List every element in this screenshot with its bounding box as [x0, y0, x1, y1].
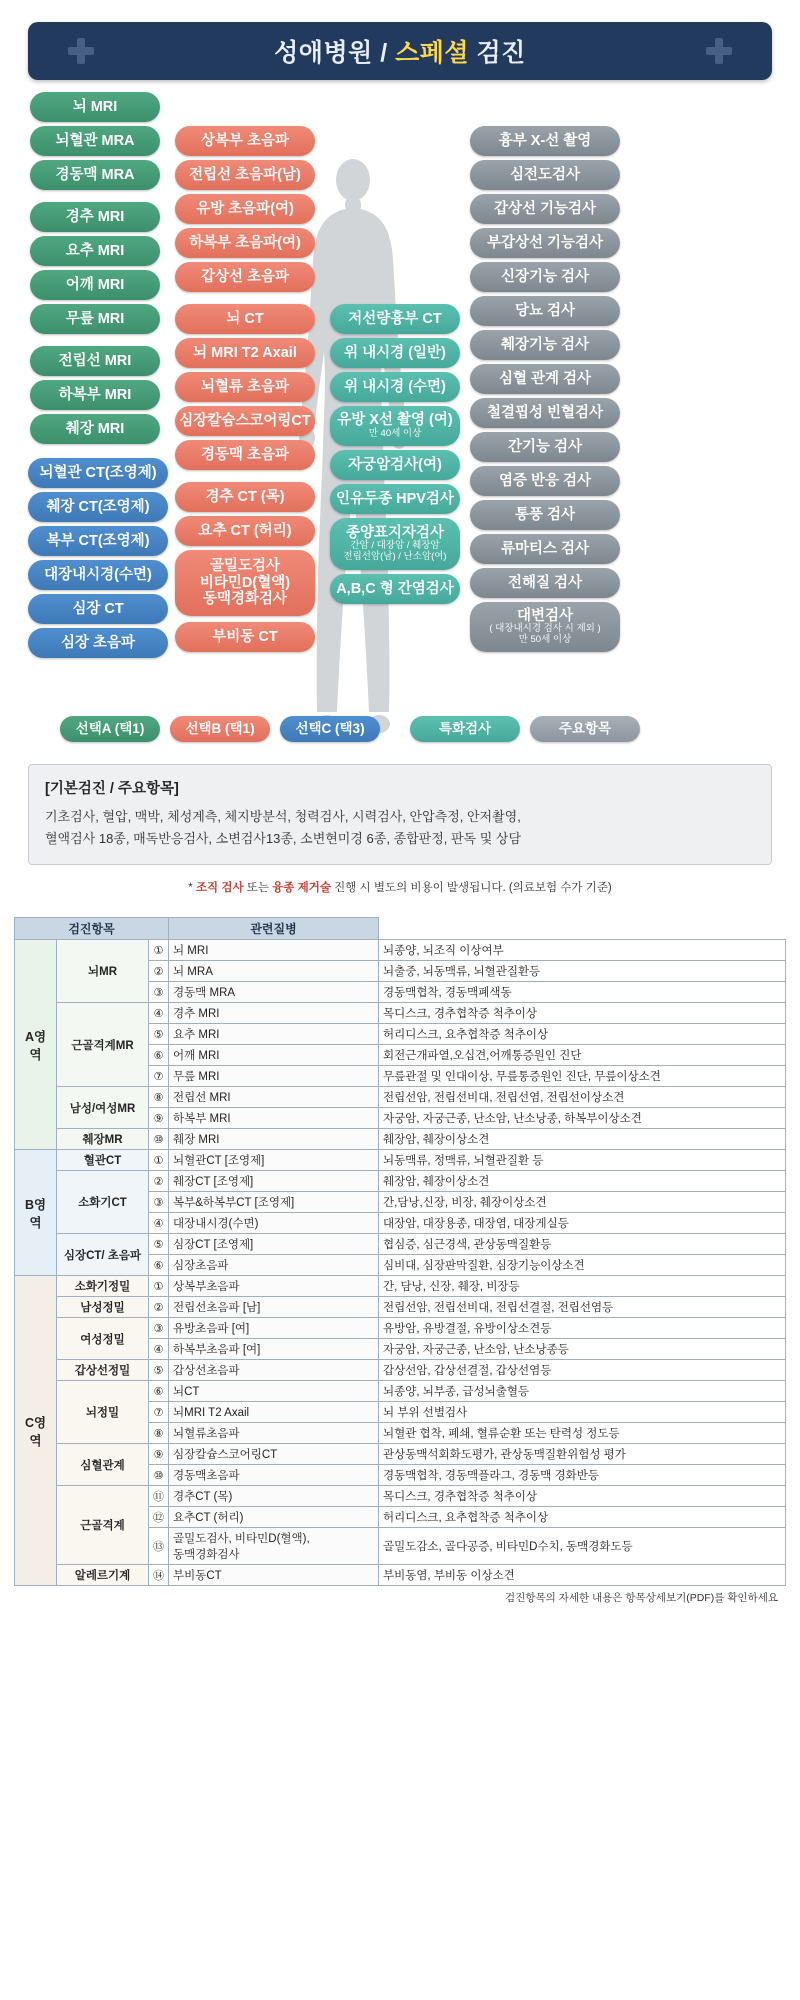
table-cell-group: 소화기CT [57, 1171, 149, 1234]
table-cell-item: 췌장 MRI [169, 1129, 379, 1150]
table-cell-item: 뇌혈관CT [조영제] [169, 1150, 379, 1171]
table-cell-disease: 전립선암, 전립선비대, 전립선결절, 전립선염등 [379, 1297, 786, 1318]
table-cell-area: C영역 [15, 1276, 57, 1586]
table-cell-disease: 허리디스크, 요추협착증 척추이상 [379, 1024, 786, 1045]
exam-pill[interactable] [175, 372, 315, 402]
exam-pill-label: 췌장 MRI [65, 420, 125, 437]
table-cell-number: ② [149, 1297, 169, 1318]
exam-pill[interactable] [30, 160, 160, 190]
legend-pill[interactable]: 선택C (택3) [280, 716, 380, 742]
exam-pill-label: 심장 CT [72, 600, 124, 617]
exam-pill-label: 췌장기능 검사 [500, 336, 590, 353]
table-row [15, 1150, 786, 1171]
table-cell-group: 췌장MR [57, 1129, 149, 1150]
exam-pill-label: 경동맥 초음파 [200, 446, 290, 463]
exam-pill[interactable] [470, 466, 620, 496]
table-row [15, 940, 786, 961]
exam-pill-label: 요추 CT (허리) [198, 522, 292, 539]
table-cell-disease: 관상동맥석회화도평가, 관상동맥질환위험성 평가 [379, 1444, 786, 1465]
hospital-name: 성애병원 [274, 39, 373, 67]
table-cell-item: 요추 MRI [169, 1024, 379, 1045]
exam-pill[interactable] [30, 270, 160, 300]
exam-pill-label: 상복부 초음파 [200, 132, 290, 149]
table-cell-number: ① [149, 940, 169, 961]
table-cell-disease: 뇌종양, 뇌조직 이상여부 [379, 940, 786, 961]
note-mid: 또는 [246, 882, 269, 895]
exam-pill-label: 심혈 관계 검사 [498, 370, 592, 387]
exam-pill-label: 요추 MRI [65, 242, 125, 259]
table-cell-disease: 췌장암, 췌장이상소견 [379, 1171, 786, 1192]
table-cell-number: ⑥ [149, 1255, 169, 1276]
exam-pill-label: 경추 CT (목) [205, 488, 285, 505]
exam-pill-label: 저선량흉부 CT [348, 310, 442, 327]
table-cell-item: 심장칼슘스코어링CT [169, 1444, 379, 1465]
table-cell-number: ⑤ [149, 1360, 169, 1381]
exam-pill[interactable] [470, 330, 620, 360]
exam-pill-label: 류마티스 검사 [500, 540, 590, 557]
exam-pill-label: 뇌혈관 CT(조영제) [39, 464, 157, 481]
table-cell-number: ⑧ [149, 1087, 169, 1108]
legend [30, 716, 770, 750]
table-cell-item: 유방초음파 [여] [169, 1318, 379, 1339]
exam-pill[interactable] [30, 92, 160, 122]
exam-pill[interactable] [30, 236, 160, 266]
exam-pill[interactable] [330, 574, 460, 604]
exam-pill-label: 간기능 검사 [507, 438, 583, 455]
title-special: 스페셜 [395, 39, 470, 67]
exam-pill-label: 유방 초음파(여) [196, 200, 294, 217]
table-cell-disease: 무릎관절 및 인대이상, 무릎통증원인 진단, 무릎이상소견 [379, 1066, 786, 1087]
exam-pill[interactable] [175, 516, 315, 546]
table-cell-area: B영역 [15, 1150, 57, 1276]
exam-pill-label: 심장 초음파 [60, 634, 136, 651]
exam-pill-label: 대변검사 ( 대장내시경 검사 시 제외 ) 만 50세 이상 [489, 607, 601, 646]
table-cell-group: 혈관CT [57, 1150, 149, 1171]
table-cell-group: 뇌MR [57, 940, 149, 1003]
table-cell-disease: 심비대, 심장판막질환, 심장기능이상소견 [379, 1255, 786, 1276]
exam-pill[interactable] [28, 560, 168, 590]
table-cell-disease: 간, 담낭, 신장, 췌장, 비장등 [379, 1276, 786, 1297]
exam-pill[interactable] [30, 346, 160, 376]
table-cell-number: ⑧ [149, 1423, 169, 1444]
medical-cross-icon [706, 38, 732, 64]
title-exam: 검진 [476, 39, 526, 67]
table-cell-number: ⑩ [149, 1465, 169, 1486]
table-cell-disease: 갑상선암, 갑상선결절, 갑상선염등 [379, 1360, 786, 1381]
table-cell-group: 알레르기계 [57, 1565, 149, 1586]
table-cell-item: 전립선초음파 [남] [169, 1297, 379, 1318]
table-cell-number: ⑦ [149, 1402, 169, 1423]
exam-pill[interactable] [30, 126, 160, 156]
table-cell-number: ⑥ [149, 1045, 169, 1066]
header-disease: 관련질병 [169, 918, 379, 940]
table-cell-item: 골밀도검사, 비타민D(혈액), 동맥경화검사 [169, 1528, 379, 1565]
exam-pill[interactable] [470, 534, 620, 564]
table-cell-group: 심혈관계 [57, 1444, 149, 1486]
exam-pill[interactable] [30, 202, 160, 232]
table-cell-disease: 경동맥협착, 경동맥폐색동 [379, 982, 786, 1003]
exam-pill[interactable] [470, 296, 620, 326]
header-item: 검진항목 [15, 918, 169, 940]
table-cell-number: ③ [149, 1192, 169, 1213]
table-cell-disease: 뇌동맥류, 정맥류, 뇌혈관질환 등 [379, 1150, 786, 1171]
table-cell-item: 뇌 MRI [169, 940, 379, 961]
exam-detail-table [14, 917, 786, 1586]
basic-exam-box [28, 764, 772, 865]
table-cell-item: 경추 MRI [169, 1003, 379, 1024]
exam-pill[interactable] [470, 364, 620, 394]
table-cell-item: 경추CT (목) [169, 1486, 379, 1507]
exam-pill[interactable] [470, 500, 620, 530]
exam-pill-label: 경동맥 MRA [55, 166, 135, 183]
exam-pill[interactable] [330, 484, 460, 514]
table-header-row [15, 918, 786, 940]
note-highlight-1: 조직 검사 [195, 882, 244, 895]
exam-pill-label: 심전도검사 [509, 166, 581, 183]
exam-pill-label: 갑상선 초음파 [200, 268, 290, 285]
note-rest: 진행 시 별도의 비용이 발생됩니다. (의료보험 수가 기준) [334, 882, 612, 895]
table-cell-number: ④ [149, 1213, 169, 1234]
exam-pill-label: 심장칼슘스코어링CT [179, 412, 311, 429]
exam-pill-label: 뇌 MRI T2 Axail [193, 344, 297, 361]
table-row [15, 1360, 786, 1381]
table-cell-item: 췌장CT [조영제] [169, 1171, 379, 1192]
table-cell-disease: 뇌종양, 뇌부종, 급성뇌출혈등 [379, 1381, 786, 1402]
exam-pill-label: 뇌혈류 초음파 [200, 378, 290, 395]
table-cell-group: 갑상선정밀 [57, 1360, 149, 1381]
medical-cross-icon [68, 38, 94, 64]
table-cell-group: 남성/여성MR [57, 1087, 149, 1129]
exam-pill-label: 전립선 초음파(남) [189, 166, 301, 183]
exam-pill-label: 하복부 MRI [58, 386, 132, 403]
table-cell-item: 심장초음파 [169, 1255, 379, 1276]
table-cell-number: ⑫ [149, 1507, 169, 1528]
exam-pill[interactable] [30, 304, 160, 334]
table-cell-number: ⑩ [149, 1129, 169, 1150]
table-cell-number: ⑨ [149, 1108, 169, 1129]
exam-pill[interactable] [175, 440, 315, 470]
exam-pill-label: 전립선 MRI [58, 352, 132, 369]
exam-pill-label: 부비동 CT [212, 628, 278, 645]
table-cell-disease: 회전근개파열,오십견,어깨통증원인 진단 [379, 1045, 786, 1066]
exam-pill-label: 염증 반응 검사 [498, 472, 592, 489]
table-cell-item: 경동맥 MRA [169, 982, 379, 1003]
extra-cost-note [28, 879, 772, 895]
table-cell-number: ② [149, 961, 169, 982]
exam-pill[interactable] [330, 338, 460, 368]
table-cell-group: 여성정밀 [57, 1318, 149, 1360]
exam-pill[interactable] [28, 492, 168, 522]
exam-pill[interactable] [330, 518, 460, 570]
table-cell-number: ③ [149, 1318, 169, 1339]
exam-pill-label: 위 내시경 (일반) [344, 344, 446, 361]
table-body [15, 940, 786, 1586]
table-cell-number: ① [149, 1150, 169, 1171]
page-root [0, 22, 800, 1631]
exam-pill[interactable] [470, 228, 620, 258]
exam-pill[interactable] [175, 160, 315, 190]
table-head [15, 918, 786, 940]
exam-pill[interactable] [175, 550, 315, 616]
table-cell-number: ④ [149, 1339, 169, 1360]
basic-exam-line-2: 혈액검사 18종, 매독반응검사, 소변검사13종, 소변현미경 6종, 종합판정, 판독 및 상담 [45, 831, 522, 847]
table-cell-group: 소화기정밀 [57, 1276, 149, 1297]
table-cell-number: ⑬ [149, 1528, 169, 1565]
table-cell-group: 뇌정밀 [57, 1381, 149, 1444]
note-highlight-2: 융종 제거술 [272, 882, 331, 895]
table-cell-disease: 자궁암, 자궁근종, 난소암, 난소낭종등 [379, 1339, 786, 1360]
exam-pill-label: 무릎 MRI [65, 310, 125, 327]
exam-pill[interactable] [470, 602, 620, 652]
exam-pill-label: 철결핍성 빈혈검사 [486, 404, 604, 421]
table-row [15, 1486, 786, 1507]
table-cell-disease: 골밀도감소, 골다공증, 비타민D수치, 동맥경화도등 [379, 1528, 786, 1565]
table-cell-disease: 협심증, 심근경색, 관상동맥질환등 [379, 1234, 786, 1255]
exam-pill[interactable] [175, 304, 315, 334]
table-cell-item: 전립선 MRI [169, 1087, 379, 1108]
table-cell-item: 부비동CT [169, 1565, 379, 1586]
table-cell-disease: 췌장암, 췌장이상소견 [379, 1129, 786, 1150]
exam-pill-label: 경추 MRI [65, 208, 125, 225]
exam-pill-label: 뇌 CT [226, 310, 264, 327]
exam-pill[interactable] [175, 262, 315, 292]
table-cell-group: 근골격계MR [57, 1003, 149, 1087]
table-row [15, 1297, 786, 1318]
exam-pill-label: A,B,C 형 간염검사 [336, 580, 454, 597]
exam-pill[interactable] [28, 628, 168, 658]
exam-pill[interactable] [330, 372, 460, 402]
table-cell-item: 뇌혈류초음파 [169, 1423, 379, 1444]
table-cell-number: ② [149, 1171, 169, 1192]
table-row [15, 1276, 786, 1297]
exam-pill-label: 인유두종 HPV검사 [336, 490, 454, 507]
page-header [28, 22, 772, 80]
exam-pill[interactable] [470, 160, 620, 190]
exam-pill[interactable] [470, 126, 620, 156]
table-cell-number: ③ [149, 982, 169, 1003]
exam-pill-label: 자궁암검사(여) [348, 456, 442, 473]
table-cell-number: ⑦ [149, 1066, 169, 1087]
exam-pill[interactable] [470, 432, 620, 462]
legend-pill[interactable]: 선택A (택1) [60, 716, 160, 742]
exam-pill-label: 통풍 검사 [514, 506, 576, 523]
table-cell-number: ⑥ [149, 1381, 169, 1402]
table-cell-item: 경동맥초음파 [169, 1465, 379, 1486]
exam-pill[interactable] [175, 622, 315, 652]
exam-pill-sublabel: 만 40세 이상 [368, 427, 422, 439]
table-cell-disease: 유방암, 유방결절, 유방이상소견등 [379, 1318, 786, 1339]
table-cell-number: ⑤ [149, 1024, 169, 1045]
legend-pill[interactable]: 특화검사 [410, 716, 520, 742]
table-cell-disease: 허리디스크, 요추협착증 척추이상 [379, 1507, 786, 1528]
exam-pill[interactable] [28, 526, 168, 556]
exam-pill-label: 뇌 MRI [72, 98, 118, 115]
table-row [15, 1565, 786, 1586]
table-row [15, 1381, 786, 1402]
exam-pill[interactable] [470, 568, 620, 598]
exam-pill[interactable] [175, 194, 315, 224]
table-cell-item: 하복부 MRI [169, 1108, 379, 1129]
exam-pill-label: 대장내시경(수면) [44, 566, 152, 583]
exam-pill-label: 췌장 CT(조영제) [46, 498, 150, 515]
table-cell-item: 어깨 MRI [169, 1045, 379, 1066]
table-cell-disease: 경동맥협착, 경동맥플라그, 경동맥 경화반등 [379, 1465, 786, 1486]
table-row [15, 1087, 786, 1108]
exam-pill-label: 골밀도검사 비타민D(혈액) 동맥경화검사 [199, 557, 291, 608]
exam-pill[interactable] [175, 482, 315, 512]
table-row [15, 1444, 786, 1465]
table-cell-disease: 뇌출중, 뇌동맥류, 뇌혈관질환등 [379, 961, 786, 982]
table-cell-disease: 목디스크, 경추협착증 척추이상 [379, 1003, 786, 1024]
table-cell-number: ① [149, 1276, 169, 1297]
table-cell-disease: 뇌혈관 협착, 폐쇄, 혈류순환 또는 탄력성 정도등 [379, 1423, 786, 1444]
table-cell-item: 무릎 MRI [169, 1066, 379, 1087]
table-footnote: 검진항목의 자세한 내용은 항목상세보기(PDF)를 확인하세요 [505, 1592, 778, 1605]
exam-pill-label: 신장기능 검사 [500, 268, 590, 285]
exam-pill[interactable] [28, 458, 168, 488]
exam-pill[interactable] [470, 262, 620, 292]
table-cell-number: ④ [149, 1003, 169, 1024]
table-cell-disease: 부비동염, 부비동 이상소견 [379, 1565, 786, 1586]
basic-exam-line-1: 기초검사, 혈압, 맥박, 체성계측, 체지방분석, 청력검사, 시력검사, 안압측정, 안저촬영, [45, 809, 521, 824]
table-row [15, 1318, 786, 1339]
table-cell-area: A영역 [15, 940, 57, 1150]
legend-pill[interactable]: 주요항목 [530, 716, 640, 742]
exam-pill-label: 종양표지자검사 간암 / 대장암 / 췌장암 전립선암(남) / 난소암(여) [343, 524, 447, 563]
legend-pill[interactable]: 선택B (택1) [170, 716, 270, 742]
title-separator: / [380, 39, 388, 67]
exam-pill-sublabel: 간암 / 대장암 / 췌장암 전립선암(남) / 난소암(여) [343, 540, 447, 563]
exam-pill-label: 당뇨 검사 [514, 302, 576, 319]
table-row [15, 1171, 786, 1192]
exam-pill-label: 위 내시경 (수면) [344, 378, 446, 395]
exam-pill[interactable] [30, 380, 160, 410]
table-cell-disease: 대장암, 대장용종, 대장염, 대장게실등 [379, 1213, 786, 1234]
table-row [15, 1129, 786, 1150]
table-cell-number: ⑤ [149, 1234, 169, 1255]
table-cell-item: 복부&하복부CT [조영제] [169, 1192, 379, 1213]
table-cell-item: 대장내시경(수면) [169, 1213, 379, 1234]
exam-pill[interactable] [28, 594, 168, 624]
exam-pill[interactable] [470, 194, 620, 224]
exam-pill-label: 복부 CT(조영제) [46, 532, 150, 549]
table-cell-disease: 전립선암, 전립선비대, 전립선염, 전립선이상소견 [379, 1087, 786, 1108]
exam-pill[interactable] [175, 228, 315, 258]
table-cell-disease: 간,담낭,신장, 비장, 췌장이상소견 [379, 1192, 786, 1213]
exam-pill[interactable] [330, 304, 460, 334]
table-row [15, 1003, 786, 1024]
table-cell-group: 심장CT/ 초음파 [57, 1234, 149, 1276]
table-cell-item: 상복부초음파 [169, 1276, 379, 1297]
table-row [15, 1234, 786, 1255]
exam-pill-label: 부갑상선 기능검사 [486, 234, 604, 251]
table-cell-disease: 자궁암, 자궁근종, 난소암, 난소낭종, 하복부이상소견 [379, 1108, 786, 1129]
exam-pill-label: 갑상선 기능검사 [493, 200, 597, 217]
exam-pill[interactable] [30, 414, 160, 444]
table-cell-item: 하복부초음파 [여] [169, 1339, 379, 1360]
table-cell-group: 근골격계 [57, 1486, 149, 1565]
table-cell-item: 심장CT [조영제] [169, 1234, 379, 1255]
note-star: * [188, 882, 193, 895]
table-cell-disease: 목디스크, 경추협착증 척추이상 [379, 1486, 786, 1507]
exam-pill[interactable] [175, 406, 315, 436]
table-cell-item: 뇌MRI T2 Axail [169, 1402, 379, 1423]
exam-pill[interactable] [175, 338, 315, 368]
table-cell-number: ⑨ [149, 1444, 169, 1465]
exam-pill-label: 전해질 검사 [507, 574, 583, 591]
exam-pill-label: 흉부 X-선 촬영 [498, 132, 592, 149]
exam-pill-label: 어깨 MRI [65, 276, 125, 293]
exam-pill[interactable] [330, 450, 460, 480]
table-cell-item: 갑상선초음파 [169, 1360, 379, 1381]
table-cell-number: ⑪ [149, 1486, 169, 1507]
page-title [274, 33, 526, 69]
exam-pill[interactable] [330, 406, 460, 446]
exam-pill-label: 유방 X선 촬영 (여) 만 40세 이상 [337, 412, 453, 439]
exam-pill[interactable] [470, 398, 620, 428]
table-cell-item: 뇌 MRA [169, 961, 379, 982]
table-cell-disease: 뇌 부위 선별검사 [379, 1402, 786, 1423]
table-cell-group: 남성정밀 [57, 1297, 149, 1318]
table-cell-item: 뇌CT [169, 1381, 379, 1402]
table-cell-item: 요추CT (허리) [169, 1507, 379, 1528]
exam-pill-label: 하복부 초음파(여) [189, 234, 301, 251]
basic-exam-title: [기본검진 / 주요항목] [45, 781, 179, 797]
table-cell-number: ⑭ [149, 1565, 169, 1586]
exam-pill-sublabel: ( 대장내시경 검사 시 제외 ) 만 50세 이상 [489, 623, 601, 646]
exam-pill[interactable] [175, 126, 315, 156]
exam-item-map [0, 92, 800, 712]
exam-pill-label: 뇌혈관 MRA [55, 132, 135, 149]
